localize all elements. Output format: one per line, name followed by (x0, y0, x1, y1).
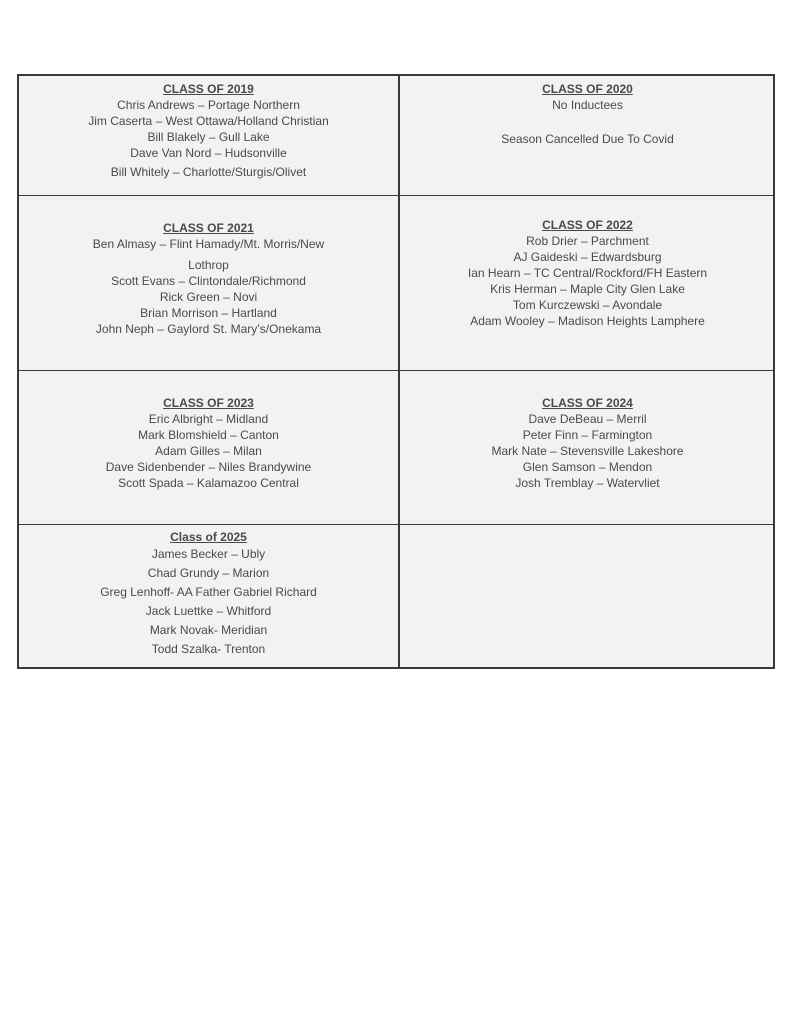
class-2022-heading: CLASS OF 2022 (542, 218, 633, 232)
class-2022-cell (400, 218, 775, 329)
inductee: Dave DeBeau – Merril (528, 412, 647, 426)
inductee: Peter Finn – Farmington (522, 428, 653, 442)
inductee: Adam Gilles – Milan (155, 444, 262, 458)
inductee: Ben Almasy – Flint Hamady/Mt. Morris/New (92, 237, 325, 251)
class-2023-cell (19, 396, 398, 491)
inductee: Bill Blakely – Gull Lake (147, 130, 270, 144)
inductee: Mark Nate – Stevensville Lakeshore (491, 444, 684, 458)
class-2021-heading: CLASS OF 2021 (163, 221, 254, 235)
inductee: Ian Hearn – TC Central/Rockford/FH Eastern (467, 266, 708, 280)
inductee: Brian Morrison – Hartland (140, 306, 277, 320)
class-2023-heading: CLASS OF 2023 (163, 396, 254, 410)
inductee: Mark Novak- Meridian (149, 623, 268, 637)
class-2020-cell (400, 82, 775, 147)
row-divider (19, 195, 773, 196)
hall-of-fame-table (17, 74, 775, 669)
inductee: Greg Lenhoff- AA Father Gabriel Richard (100, 585, 317, 599)
inductee: Dave Sidenbender – Niles Brandywine (105, 460, 312, 474)
inductee: John Neph – Gaylord St. Mary’s/Onekama (95, 322, 322, 336)
inductee: Scott Spada – Kalamazoo Central (118, 476, 299, 490)
inductee: Chad Grundy – Marion (147, 566, 270, 580)
inductee: Jim Caserta – West Ottawa/Holland Christian (88, 114, 329, 128)
empty-cell (400, 526, 775, 667)
class-2024-heading: CLASS OF 2024 (542, 396, 633, 410)
inductee: Josh Tremblay – Watervliet (515, 476, 660, 490)
class-2024-cell (400, 396, 775, 491)
inductee: Bill Whitely – Charlotte/Sturgis/Olivet (110, 165, 307, 179)
inductee: AJ Gaideski – Edwardsburg (513, 250, 662, 264)
covid-note: Season Cancelled Due To Covid (501, 132, 674, 146)
class-2021-cell (19, 221, 398, 337)
class-2025-cell (19, 530, 398, 659)
inductee: Eric Albright – Midland (148, 412, 269, 426)
inductee: Scott Evans – Clintondale/Richmond (111, 274, 306, 288)
class-2019-cell (19, 82, 398, 180)
inductee: Jack Luettke – Whitford (145, 604, 272, 618)
inductee: Glen Samson – Mendon (522, 460, 653, 474)
inductee: Todd Szalka- Trenton (151, 642, 266, 656)
class-2019-heading: CLASS OF 2019 (163, 82, 254, 96)
no-inductees-note: No Inductees (552, 98, 623, 112)
inductee: Rick Green – Novi (159, 290, 258, 304)
row-divider (19, 370, 773, 371)
inductee: Tom Kurczewski – Avondale (512, 298, 663, 312)
class-2025-heading: Class of 2025 (170, 530, 247, 544)
inductee: Lothrop (188, 258, 229, 272)
inductee: Mark Blomshield – Canton (138, 428, 279, 442)
inductee: James Becker – Ubly (151, 547, 266, 561)
inductee: Dave Van Nord – Hudsonville (130, 146, 287, 160)
row-divider (19, 524, 773, 525)
inductee: Rob Drier – Parchment (526, 234, 649, 248)
class-2020-heading: CLASS OF 2020 (542, 82, 633, 96)
inductee: Chris Andrews – Portage Northern (117, 98, 300, 112)
inductee: Kris Herman – Maple City Glen Lake (490, 282, 685, 296)
inductee: Adam Wooley – Madison Heights Lamphere (470, 314, 705, 328)
